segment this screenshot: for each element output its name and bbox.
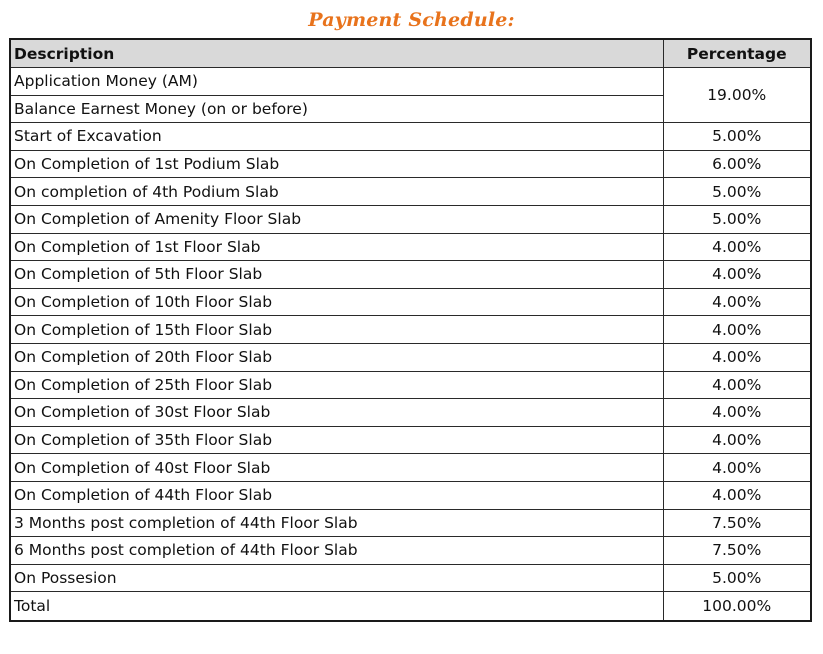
row-description: On Completion of 20th Floor Slab	[10, 343, 663, 371]
row-description: On completion of 4th Podium Slab	[10, 178, 663, 206]
row-description: On Completion of 1st Podium Slab	[10, 150, 663, 178]
total-label: Total	[10, 592, 663, 622]
table-row	[10, 261, 811, 289]
row-percentage: 7.50%	[663, 537, 811, 565]
table-header-row	[10, 39, 811, 68]
row-percentage: 5.00%	[663, 564, 811, 592]
row-description: 3 Months post completion of 44th Floor Slab	[10, 509, 663, 537]
row-description: On Completion of 30st Floor Slab	[10, 399, 663, 427]
row-description: Start of Excavation	[10, 123, 663, 151]
row-percentage: 4.00%	[663, 261, 811, 289]
table-row	[10, 343, 811, 371]
table-row	[10, 178, 811, 206]
table-row	[10, 537, 811, 565]
table-row	[10, 68, 811, 96]
row-description: On Completion of 15th Floor Slab	[10, 316, 663, 344]
row-percentage: 7.50%	[663, 509, 811, 537]
row-percentage: 4.00%	[663, 426, 811, 454]
row-description: Application Money (AM)	[10, 68, 663, 96]
description-header: Description	[10, 39, 663, 68]
row-description: On Completion of 35th Floor Slab	[10, 426, 663, 454]
table-row	[10, 205, 811, 233]
row-percentage: 4.00%	[663, 288, 811, 316]
row-percentage: 4.00%	[663, 316, 811, 344]
row-percentage: 5.00%	[663, 178, 811, 206]
row-percentage: 4.00%	[663, 343, 811, 371]
row-description: On Possesion	[10, 564, 663, 592]
table-row	[10, 509, 811, 537]
row-description: On Completion of 10th Floor Slab	[10, 288, 663, 316]
table-row	[10, 316, 811, 344]
table-row	[10, 481, 811, 509]
table-row	[10, 288, 811, 316]
row-percentage: 5.00%	[663, 123, 811, 151]
table-row	[10, 454, 811, 482]
row-percentage: 19.00%	[663, 68, 811, 123]
row-description: On Completion of Amenity Floor Slab	[10, 205, 663, 233]
table-row	[10, 123, 811, 151]
table-row	[10, 564, 811, 592]
row-description: 6 Months post completion of 44th Floor Slab	[10, 537, 663, 565]
row-description: Balance Earnest Money (on or before)	[10, 95, 663, 123]
row-description: On Completion of 40st Floor Slab	[10, 454, 663, 482]
total-row	[10, 592, 811, 622]
row-percentage: 4.00%	[663, 371, 811, 399]
row-description: On Completion of 1st Floor Slab	[10, 233, 663, 261]
row-percentage: 4.00%	[663, 454, 811, 482]
row-description: On Completion of 44th Floor Slab	[10, 481, 663, 509]
row-percentage: 6.00%	[663, 150, 811, 178]
table-row	[10, 399, 811, 427]
total-percentage: 100.00%	[663, 592, 811, 622]
table-row	[10, 371, 811, 399]
row-percentage: 5.00%	[663, 205, 811, 233]
payment-schedule-table	[9, 38, 812, 622]
row-percentage: 4.00%	[663, 481, 811, 509]
table-row	[10, 233, 811, 261]
row-description: On Completion of 25th Floor Slab	[10, 371, 663, 399]
table-row	[10, 426, 811, 454]
row-percentage: 4.00%	[663, 233, 811, 261]
row-description: On Completion of 5th Floor Slab	[10, 261, 663, 289]
percentage-header: Percentage	[663, 39, 811, 68]
page-title: Payment Schedule:	[308, 9, 515, 31]
table-row	[10, 150, 811, 178]
row-percentage: 4.00%	[663, 399, 811, 427]
